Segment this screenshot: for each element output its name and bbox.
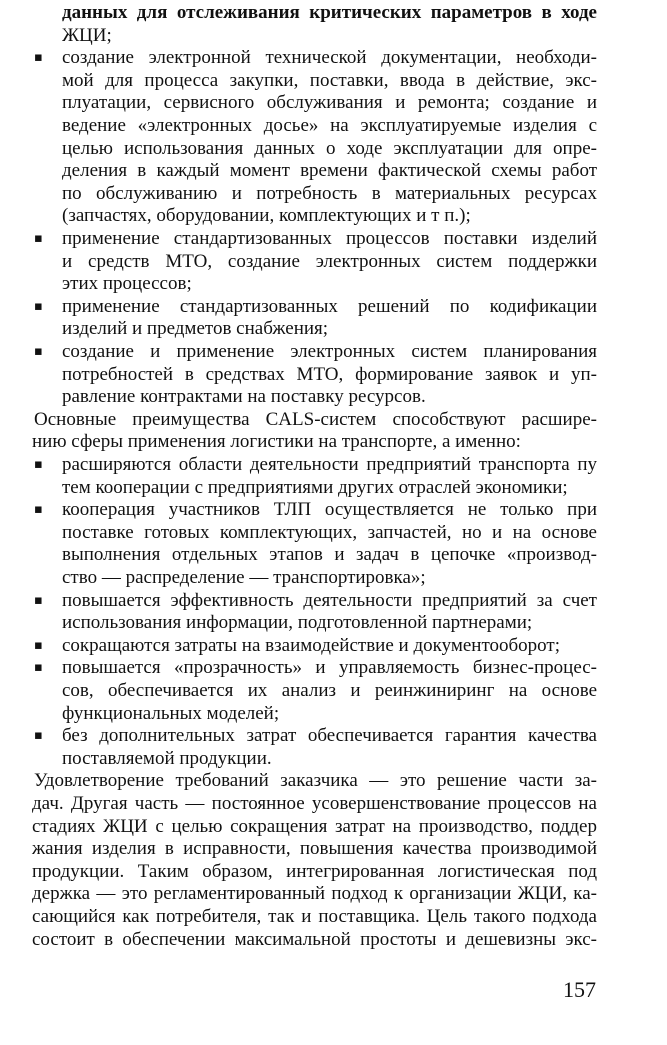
bullet-continuation-line <box>32 183 597 206</box>
bullet-continuation-line <box>32 273 597 296</box>
bullet-continuation-text: выполнения отдельных этапов и задач в цепочке «производ- <box>62 544 597 566</box>
bullet-item-text: кооперация участников ТЛП осуществляется не только при <box>62 499 597 521</box>
bullet-continuation-line <box>32 70 597 93</box>
paragraph-text: состоит в обеспечении максимальной простоты и дешевизны экс- <box>32 928 597 950</box>
bullet-item-line <box>32 635 597 658</box>
bullet-continuation-text: мой для процесса закупки, поставки, ввода в действие, экс- <box>62 69 597 91</box>
bullet-continuation-line <box>32 251 597 274</box>
paragraph-line <box>32 906 597 929</box>
bullet-continuation-line <box>32 318 597 341</box>
bullet-item-line <box>32 657 597 680</box>
bullet-continuation-line <box>32 680 597 703</box>
bullet-item-line <box>32 590 597 613</box>
bullet-item-text: расширяются области деятельности предприятий транспорта пу <box>62 454 597 475</box>
paragraph-first-line <box>32 770 597 793</box>
bullet-item-line <box>32 47 597 70</box>
bullet-continuation-line <box>32 386 597 409</box>
bullet-marker: ▪ <box>34 298 43 314</box>
bullet-continuation-text: этих процессов; <box>62 273 192 295</box>
bullet-item-line <box>32 228 597 251</box>
bullet-item-text: без дополнительных затрат обеспечивается гарантия качества <box>62 725 597 747</box>
bullet-continuation-text: равление контрактами на поставку ресурсов. <box>62 386 426 408</box>
bullet-continuation-text: ЖЦИ; <box>62 24 112 46</box>
paragraph-text: Основные преимущества CALS-систем способствуют расшире- <box>34 408 597 430</box>
paragraph-text: нию сферы применения логистики на транспорте, а именно: <box>32 431 521 453</box>
bullet-marker: ▪ <box>34 502 43 518</box>
bullet-item-text: создание и применение электронных систем планирования <box>62 341 597 362</box>
bullet-continuation-line <box>32 364 597 387</box>
bullet-item-line <box>32 454 597 477</box>
bullet-marker: ▪ <box>34 344 43 359</box>
bullet-item-text: применение стандартизованных процессов поставки изделий <box>62 228 597 249</box>
bullet-continuation-text: поставке готовых комплектующих, запчастей, но и на основе <box>62 521 597 543</box>
bullet-marker: ▪ <box>34 50 43 66</box>
bullet-continuation-line <box>32 544 597 567</box>
bullet-continuation-line <box>32 138 597 161</box>
bullet-continuation-text: по обслуживанию и потребность в материальных ресурсах <box>62 182 597 204</box>
paragraph-first-line <box>32 409 597 432</box>
bullet-item-line <box>32 499 597 522</box>
bullet-continuation-line <box>32 522 597 545</box>
paragraph-text: жания изделия в исправности, повышения качества производимой <box>32 838 597 860</box>
bullet-marker: ▪ <box>34 728 43 744</box>
paragraph-line <box>32 838 597 861</box>
bullet-continuation-line <box>32 205 597 228</box>
bullet-continuation-text: использования информации, подготовленной партнерами; <box>62 612 533 634</box>
bullet-continuation-text: тем кооперации с предприятиями других отраслей экономики; <box>62 476 568 498</box>
bullet-item-text: создание электронной технической документации, необходи- <box>62 47 597 69</box>
bullet-continuation-text: функциональных моделей; <box>62 702 280 724</box>
bullet-item-line <box>32 341 597 364</box>
bullet-continuation-line <box>32 612 597 635</box>
paragraph-line <box>32 929 597 952</box>
bullet-continuation-text: ведение «электронных досье» на эксплуатируемые изделия с <box>62 115 597 136</box>
paragraph-line <box>32 793 597 816</box>
bullet-marker: ▪ <box>34 660 43 676</box>
bullet-marker: ▪ <box>34 231 43 246</box>
paragraph-line <box>32 861 597 884</box>
bullet-continuation-text: (запчастях, оборудовании, комплектующих и т п.); <box>62 205 471 227</box>
bullet-continuation-text: деления в каждый момент времени фактической схемы работ <box>62 160 597 182</box>
paragraph-text: Удовлетворение требований заказчика — это решение части за- <box>34 770 597 792</box>
bullet-marker: ▪ <box>34 637 43 653</box>
bullet-continuation-line <box>32 2 597 25</box>
bullet-marker: ▪ <box>34 592 43 608</box>
bullet-item-text: повышается эффективность деятельности предприятий за счет <box>62 589 597 611</box>
bullet-continuation-line <box>32 748 597 771</box>
bullet-continuation-line <box>32 567 597 590</box>
paragraph-text: стадиях ЖЦИ с целью сокращения затрат на производство, поддер <box>32 815 597 837</box>
bullet-continuation-line <box>32 477 597 500</box>
paragraph-line <box>32 431 597 454</box>
bullet-item-text: повышается «прозрачность» и управляемость бизнес-процес- <box>62 657 597 679</box>
bullet-continuation-line <box>32 703 597 726</box>
bullet-continuation-text: потребностей в средствах МТО, формирование заявок и уп- <box>62 363 597 385</box>
paragraph-text: продукции. Таким образом, интегрированная логистическая под <box>32 860 597 882</box>
paragraph-line <box>32 883 597 906</box>
bullet-marker: ▪ <box>34 457 43 472</box>
bullet-continuation-text: изделий и предметов снабжения; <box>62 318 329 340</box>
bullet-continuation-line <box>32 160 597 183</box>
bullet-continuation-line <box>32 25 597 48</box>
bullet-continuation-line <box>32 92 597 115</box>
bullet-continuation-text: данных для отслеживания критических параметров в ходе <box>62 2 597 23</box>
bullet-item-text: применение стандартизованных решений по кодификации <box>62 295 597 317</box>
bullet-continuation-text: ство — распределение — транспортировка»; <box>62 567 426 588</box>
bullet-continuation-text: целью использования данных о ходе эксплуатации для опре- <box>62 137 597 159</box>
paragraph-text: дач. Другая часть — постоянное усовершенствование процессов на <box>32 793 597 814</box>
bullet-continuation-line <box>32 115 597 138</box>
page-number: 157 <box>563 977 596 1002</box>
bullet-continuation-text: плуатации, сервисного обслуживания и ремонта; создание и <box>62 92 597 114</box>
paragraph-text: держка — это регламентированный подход к организации ЖЦИ, ка- <box>32 883 597 905</box>
bullet-continuation-text: сов, обеспечивается их анализ и реинжиниринг на основе <box>62 680 597 701</box>
paragraph-line <box>32 816 597 839</box>
bullet-item-text: сокращаются затраты на взаимодействие и документооборот; <box>62 634 561 656</box>
bullet-continuation-text: и средств МТО, создание электронных систем поддержки <box>62 250 597 272</box>
bullet-continuation-text: поставляемой продукции. <box>62 747 272 769</box>
paragraph-text: сающийся как потребителя, так и поставщика. Цель такого подхода <box>32 906 597 927</box>
bullet-item-line <box>32 296 597 319</box>
bullet-item-line <box>32 725 597 748</box>
